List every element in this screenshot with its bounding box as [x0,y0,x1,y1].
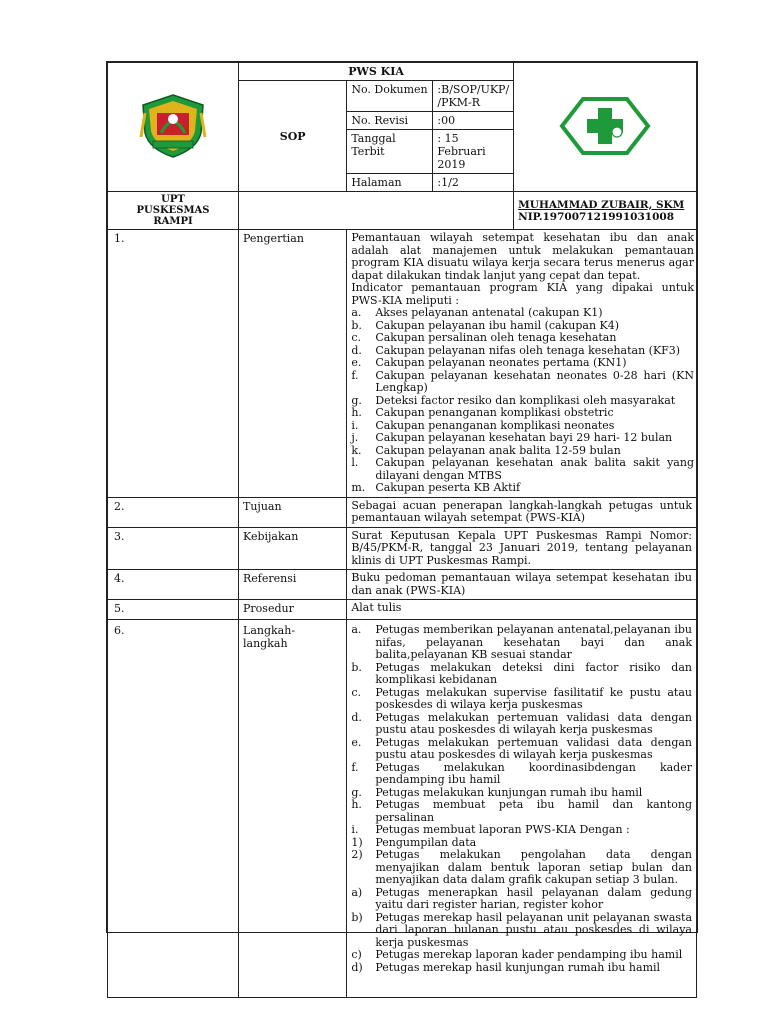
list-text: Petugas melakukan pengolahan data dengan menyajikan dalam bentuk laporan setiap bulan dan menyajikan data dalam grafik cakupan setiap 3 bulan. [375,848,692,886]
signer-nip: NIP.197007121991031008 [518,210,675,223]
sop-label: SOP [239,81,347,192]
section-content: Buku pedoman pemantauan wilaya setempat kesehatan ibu dan anak (PWS-KIA) [347,570,697,600]
list-marker: m. [351,481,366,494]
list-text: Petugas menerapkan hasil pelayanan dalam gedung yaitu dari register harian, register kohor [375,885,692,911]
empty-cell [239,192,514,230]
section-label: Pengertian [239,230,347,498]
meta-key: Tanggal Terbit [347,130,433,174]
paragraph: Pemantauan wilayah setempat kesehatan ibu dan anak adalah alat manajemen untuk melakukan pemantauan program KIA disuatu wilaya kerja secara terus menerus agar dapat dilakukan tindak lanjut yang cepat dan tepat. [351,231,694,282]
meta-value: :B/SOP/UKP/ /PKM-R [433,81,514,112]
section-content: Alat tulis [347,600,697,620]
list-marker: g. [351,785,362,799]
regency-emblem-icon [137,93,209,159]
list-text: Petugas merekap laporan kader pendamping ibu hamil [375,948,683,961]
list-text: Deteksi factor resiko dan komplikasi oleh masyarakat [375,393,676,407]
meta-key: No. Dokumen [347,81,433,112]
list-marker: h. [351,406,362,419]
step-item [351,687,692,712]
meta-key: Halaman [347,174,433,192]
list-text: Cakupan pelayanan ibu hamil (cakupan K4) [375,318,620,332]
section-number: 6. [108,620,239,998]
substep-detail-list [351,887,692,975]
document-title: PWS KIA [239,63,514,81]
list-text: Petugas melakukan deteksi dini factor risiko dan komplikasi kebidanan [375,660,692,686]
list-marker: d. [351,343,362,357]
list-marker: d. [351,710,362,724]
substep-list [351,837,692,887]
org-line: UPT [161,194,185,205]
list-text: Petugas memberikan pelayanan antenatal,pelayanan ibu nifas, pelayanan kesehatan bayi dan anak balita,pelayanan KB sesuai standar [375,623,692,661]
meta-key: No. Revisi [347,112,433,130]
organization-name [108,192,239,230]
step-item [351,824,692,837]
list-marker: a. [351,306,362,319]
section-number: 5. [108,600,239,620]
list-marker: b. [351,660,362,674]
org-line: RAMPI [153,216,193,227]
list-text: Cakupan peserta KB Aktif [375,481,521,494]
section-label: Kebijakan [239,527,347,570]
list-marker: b) [351,910,363,924]
list-text: Pengumpilan data [375,835,477,849]
list-text: Cakupan pelayanan anak balita 12-59 bulan [375,443,621,457]
list-marker: 2) [351,848,363,861]
list-text: Cakupan pelayanan kesehatan neonates 0-28 hari (KN Lengkap) [375,368,694,394]
list-marker: a. [351,623,362,636]
substep-item [351,849,692,887]
list-marker: h. [351,798,362,811]
meta-value: :1/2 [433,174,514,192]
step-item [351,762,692,787]
section-number: 2. [108,497,239,527]
list-marker: k. [351,443,362,457]
step-item [351,737,692,762]
list-marker: c. [351,331,361,344]
list-text: Akses pelayanan antenatal (cakupan K1) [375,306,603,319]
list-marker: j. [351,431,359,444]
section-label: Referensi [239,570,347,600]
list-text: Petugas membuat laporan PWS-KIA Dengan : [375,823,630,836]
list-text: Petugas melakukan supervise fasilitatif ke pustu atau poskesdes di wilaya kerja puskesmas [375,685,692,711]
list-marker: c) [351,948,362,961]
step-item [351,799,692,824]
list-marker: b. [351,318,362,332]
indicator-item [351,370,694,395]
signature-block [514,192,697,230]
section-number: 3. [108,527,239,570]
list-marker: e. [351,735,362,749]
indicator-item [351,357,694,370]
list-text: Petugas merekap hasil pelayanan unit pelayanan swasta dari laporan bulanan pustu atau poskesdes di wilaya kerja puskesmas [375,910,692,949]
list-text: Cakupan pelayanan neonates pertama (KN1) [375,356,627,369]
substep-detail-item [351,962,692,975]
list-text: Cakupan pelayanan nifas oleh tenaga kesehatan (KF3) [375,343,681,357]
list-text: Petugas membuat peta ibu hamil dan kantong persalinan [375,798,692,824]
list-marker: a) [351,885,363,899]
regency-logo [108,63,239,192]
step-item [351,624,692,662]
indicator-item [351,482,694,495]
label-line: langkah [243,637,288,650]
indicator-item [351,332,694,345]
org-line: PUSKESMAS [136,205,210,216]
indicator-item [351,407,694,420]
list-text: Petugas melakukan koordinasibdengan kader pendamping ibu hamil [375,760,692,786]
list-text: Cakupan pelayanan kesehatan bayi 29 hari- 12 bulan [375,431,673,444]
list-marker: e. [351,356,362,369]
section-label: Prosedur [239,600,347,620]
meta-value: :00 [433,112,514,130]
list-marker: f. [351,368,359,382]
list-text: Cakupan penanganan komplikasi neonates [375,418,615,432]
list-marker: l. [351,456,359,469]
list-text: Petugas merekap hasil kunjungan rumah ibu hamil [375,960,661,974]
list-marker: f. [351,760,359,774]
signer-name: MUHAMMAD ZUBAIR, SKM [518,198,685,211]
list-text: Petugas melakukan kunjungan rumah ibu hamil [375,785,643,799]
step-list [351,624,692,837]
section-content [347,230,697,498]
indicator-list [351,307,694,495]
list-marker: 1) [351,835,363,849]
label-line: Langkah- [243,624,296,637]
meta-value: : 15 Februari 2019 [433,130,514,174]
list-text: Cakupan penanganan komplikasi obstetric [375,406,614,419]
health-cross-icon [559,96,651,156]
substep-detail-item [351,949,692,962]
section-content [347,620,697,998]
section-number: 4. [108,570,239,600]
section-content: Sebagai acuan penerapan langkah-langkah petugas untuk pemantauan wilayah setempat (PWS-KIA) [347,497,697,527]
step-item [351,662,692,687]
list-text: Cakupan persalinan oleh tenaga kesehatan [375,331,617,344]
section-label [239,620,347,998]
indicator-item [351,457,694,482]
section-label: Tujuan [239,497,347,527]
sop-table [107,62,697,998]
substep-detail-item [351,887,692,912]
puskesmas-logo [514,63,697,192]
list-text: Cakupan pelayanan kesehatan anak balita sakit yang dilayani dengan MTBS [375,456,694,482]
list-marker: i. [351,823,359,836]
indicator-item [351,307,694,320]
list-marker: g. [351,393,362,407]
list-marker: i. [351,418,359,432]
list-marker: d) [351,960,363,974]
step-item [351,712,692,737]
section-content: Surat Keputusan Kepala UPT Puskesmas Rampi Nomor: B/45/PKM-R, tanggal 23 Januari 2019, tentang pelayanan klinis di UPT Puskesmas Rampi. [347,527,697,570]
paragraph: Indicator pemantauan program KIA yang dipakai untuk PWS-KIA meliputi : [351,281,694,307]
list-marker: c. [351,685,361,699]
indicator-item [351,432,694,445]
substep-detail-item [351,912,692,950]
section-number: 1. [108,230,239,498]
list-text: Petugas melakukan pertemuan validasi data dengan pustu atau poskesdes di wilayah kerja puskesmas [375,710,692,736]
sop-document [106,61,698,974]
list-text: Petugas melakukan pertemuan validasi data dengan pustu atau poskesdes di wilayah kerja puskesmas [375,735,692,761]
